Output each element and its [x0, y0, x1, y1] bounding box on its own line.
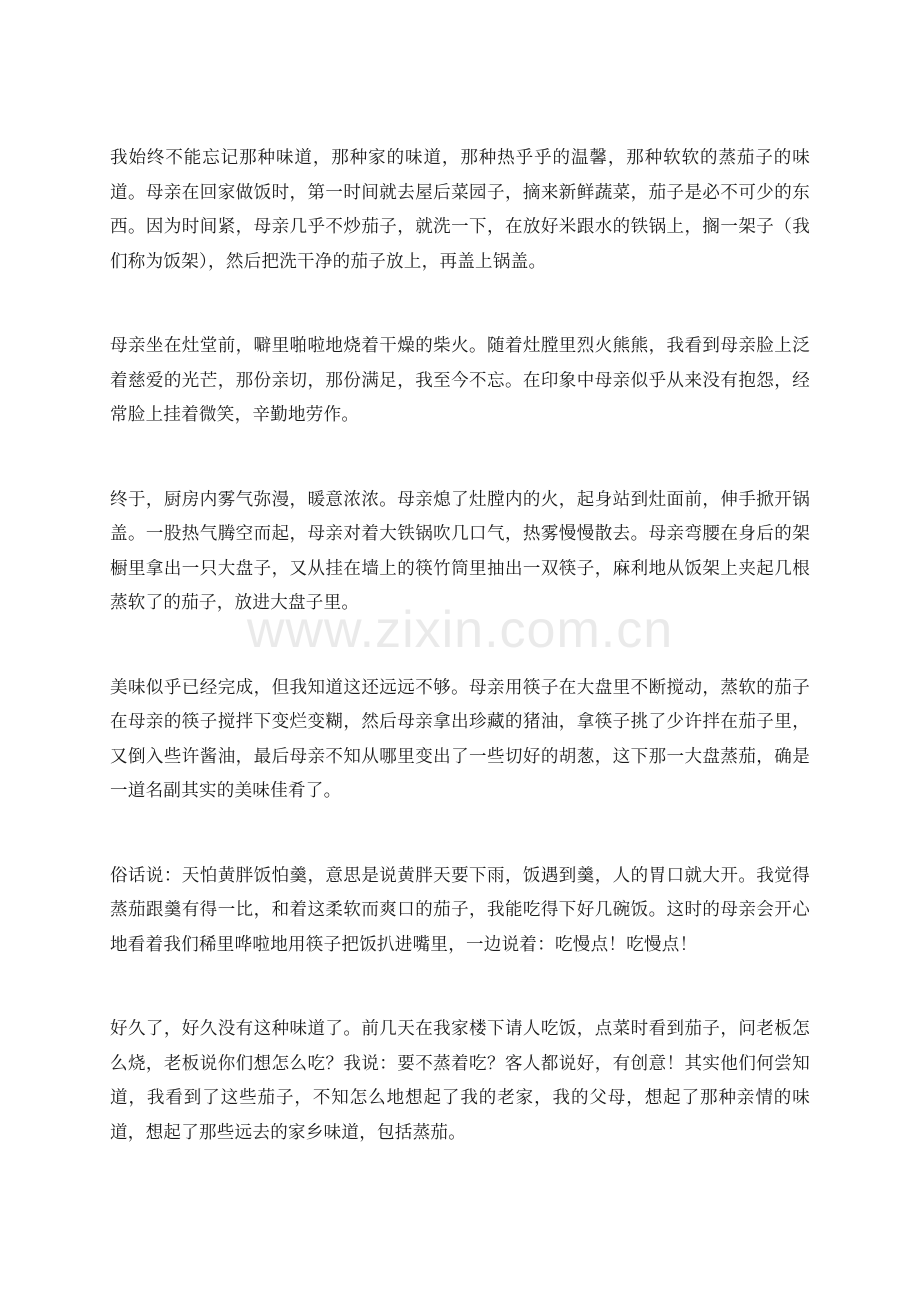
paragraph-3: 终于，厨房内雾气弥漫，暖意浓浓。母亲熄了灶膛内的火，起身站到灶面前，伸手掀开锅盖。一股热气腾空而起，母亲对着大铁锅吹几口气，热雾慢慢散去。母亲弯腰在身后的架橱里拿出一只大盘子，又从挂在墙上的筷竹筒里抽出一双筷子，麻利地从饭架上夹起几根蒸软了的茄子，放进大盘子里。: [110, 489, 810, 613]
paragraph-4: 美味似乎已经完成，但我知道这还远远不够。母亲用筷子在大盘里不断搅动，蒸软的茄子在母亲的筷子搅拌下变烂变糊，然后母亲拿出珍藏的猪油，拿筷子挑了少许拌在茄子里，又倒入些许酱油，最后母亲不知从哪里变出了一些切好的胡葱，这下那一大盘蒸茄，确是一道名副其实的美味佳肴了。: [110, 677, 810, 801]
watermark: www.zixin.com.cn: [246, 601, 674, 659]
paragraph-1: 我始终不能忘记那种味道，那种家的味道，那种热乎乎的温馨，那种软软的蒸茄子的味道。母亲在回家做饭时，第一时间就去屋后菜园子，摘来新鲜蔬菜，茄子是必不可少的东西。因为时间紧，母亲几乎不炒茄子，就洗一下，在放好米跟水的铁锅上，搁一架子（我们称为饭架），然后把洗干净的茄子放上，再盖上锅盖。: [110, 148, 810, 272]
paragraph-6: 好久了，好久没有这种味道了。前几天在我家楼下请人吃饭，点菜时看到茄子，问老板怎么烧，老板说你们想怎么吃？我说：要不蒸着吃？客人都说好，有创意！其实他们何尝知道，我看到了这些茄子，不知怎么地想起了我的老家，我的父母，想起了那种亲情的味道，想起了那些远去的家乡味道，包括蒸茄。: [110, 1019, 810, 1143]
paragraph-5: 俗话说：天怕黄胖饭怕羹，意思是说黄胖天要下雨，饭遇到羹，人的胃口就大开。我觉得蒸茄跟羹有得一比，和着这柔软而爽口的茄子，我能吃得下好几碗饭。这时的母亲会开心地看着我们稀里哗啦地用筷子把饭扒进嘴里，一边说着：吃慢点！吃慢点！: [110, 865, 810, 955]
article-body: [110, 141, 810, 1200]
paragraph-2: 母亲坐在灶堂前，噼里啪啦地烧着干燥的柴火。随着灶膛里烈火熊熊，我看到母亲脸上泛着慈爱的光芒，那份亲切，那份满足，我至今不忘。在印象中母亲似乎从来没有抱怨，经常脸上挂着微笑，辛勤地劳作。: [110, 336, 810, 425]
